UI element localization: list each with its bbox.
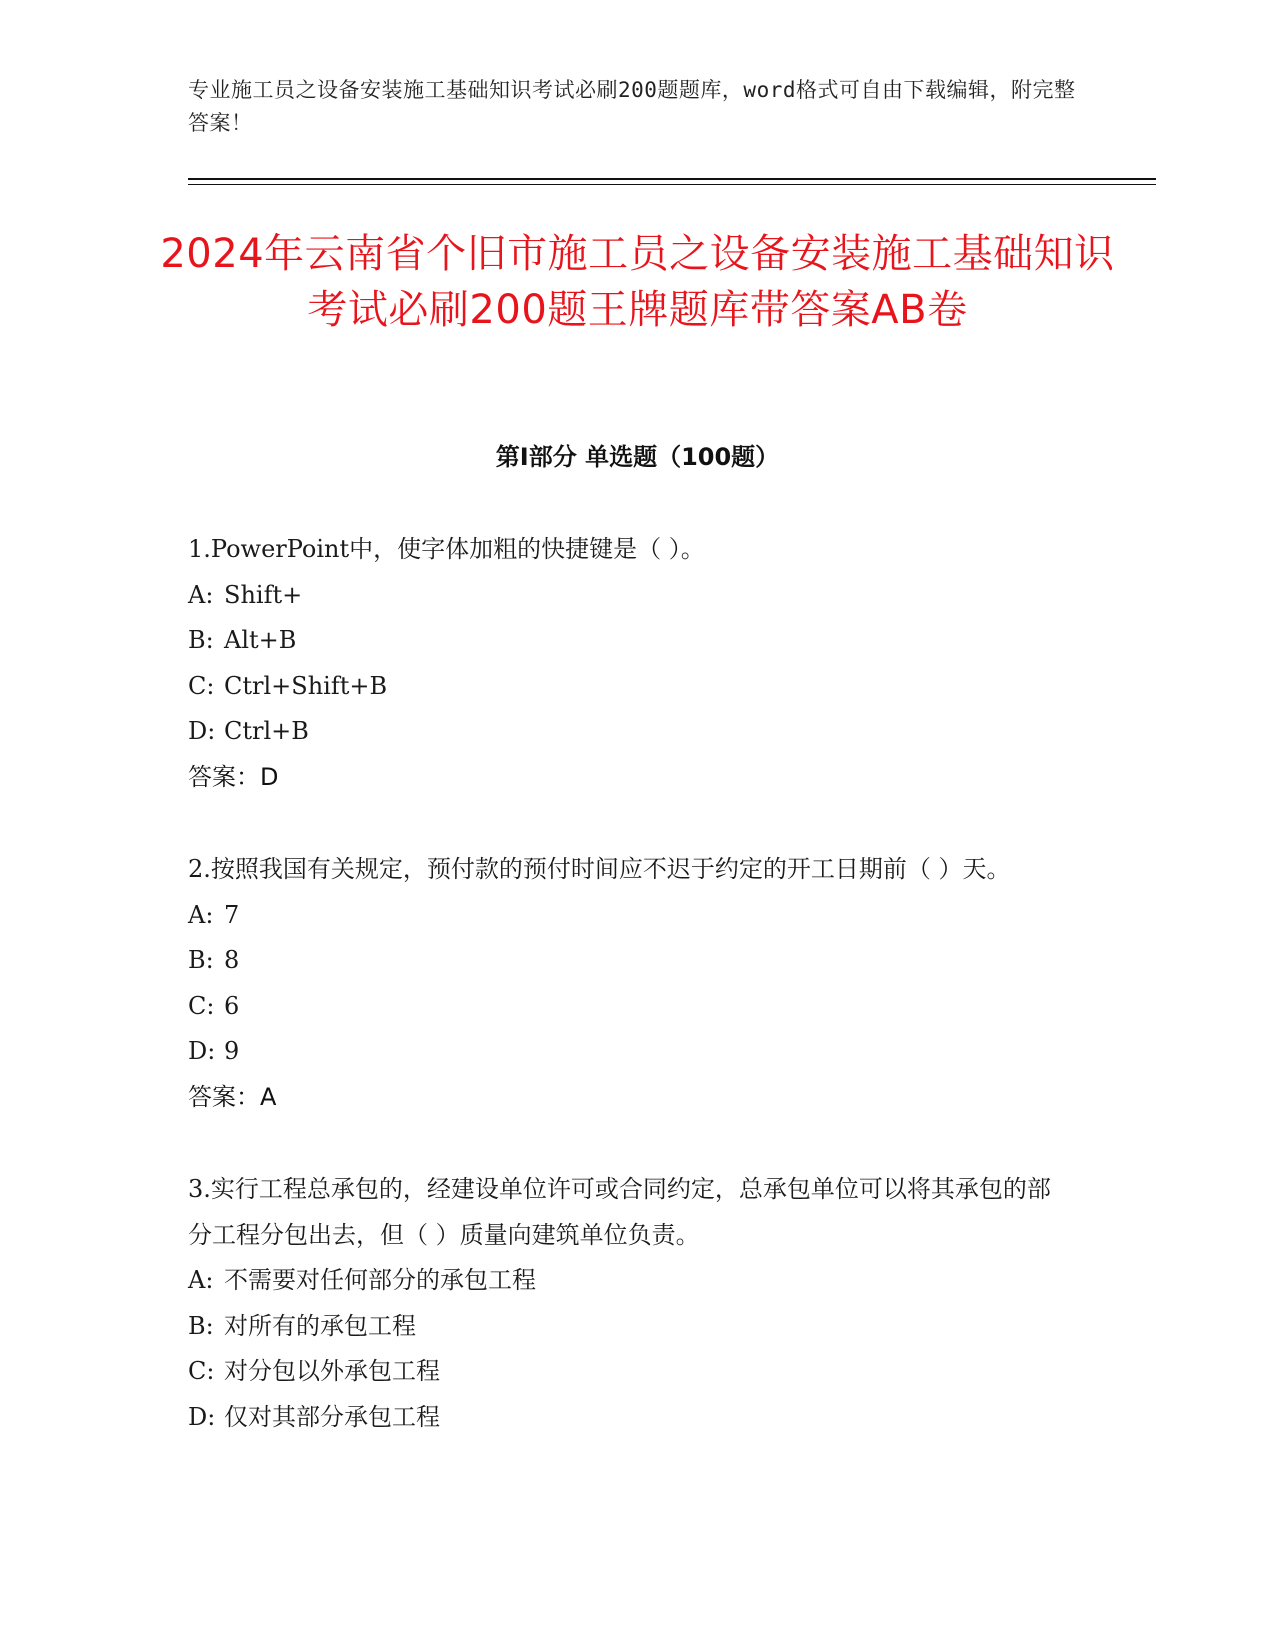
option-letter: A: bbox=[188, 900, 214, 929]
option-text: Ctrl+B bbox=[224, 717, 309, 745]
option-text: Shift+ bbox=[224, 580, 303, 609]
option-letter: C: bbox=[188, 991, 215, 1020]
option-a bbox=[188, 893, 1088, 939]
question-stem: 2.按照我国有关规定，预付款的预付时间应不迟于约定的开工日期前（ ）天。 bbox=[188, 855, 1011, 883]
option-b bbox=[188, 618, 1088, 664]
option-text: Ctrl+Shift+B bbox=[224, 671, 388, 700]
option-text: 8 bbox=[224, 946, 240, 974]
option-d bbox=[188, 709, 1088, 755]
document-title: 2024年云南省个旧市施工员之设备安装施工基础知识考试必刷200题王牌题库带答案AB卷 bbox=[160, 231, 1115, 333]
option-letter: C: bbox=[188, 671, 215, 700]
header-note: 专业施工员之设备安装施工基础知识考试必刷200题题库，word格式可自由下载编辑，附完整答案！ bbox=[188, 78, 1076, 135]
option-letter: A: bbox=[188, 580, 214, 609]
option-d bbox=[188, 1395, 1088, 1441]
option-text: 仅对其部分承包工程 bbox=[224, 1402, 440, 1431]
option-letter: D: bbox=[188, 717, 216, 745]
option-b bbox=[188, 938, 1088, 984]
option-letter: B: bbox=[188, 1311, 214, 1340]
question-3 bbox=[188, 1167, 1088, 1440]
option-a bbox=[188, 573, 1088, 619]
option-c bbox=[188, 984, 1088, 1030]
option-text: 对所有的承包工程 bbox=[224, 1311, 416, 1340]
option-letter: B: bbox=[188, 626, 214, 654]
header-divider-thick bbox=[188, 178, 1156, 180]
option-text: 6 bbox=[224, 991, 240, 1020]
option-text: Alt+B bbox=[224, 626, 297, 654]
question-stem: 1.PowerPoint中，使字体加粗的快捷键是（ ）。 bbox=[188, 535, 705, 563]
option-a bbox=[188, 1258, 1088, 1304]
option-c bbox=[188, 1349, 1088, 1395]
option-letter: D: bbox=[188, 1037, 216, 1065]
option-letter: D: bbox=[188, 1402, 216, 1431]
option-text: 不需要对任何部分的承包工程 bbox=[224, 1266, 536, 1294]
section-title: 第Ⅰ部分 单选题（100题） bbox=[495, 443, 780, 471]
question-2 bbox=[188, 847, 1088, 1120]
question-stem: 3.实行工程总承包的，经建设单位许可或合同约定，总承包单位可以将其承包的部分工程分包出去，但（ ）质量向建筑单位负责。 bbox=[188, 1175, 1051, 1249]
answer-line: 答案：D bbox=[188, 762, 279, 791]
answer-line: 答案：A bbox=[188, 1082, 277, 1111]
question-1 bbox=[188, 527, 1088, 800]
option-text: 7 bbox=[224, 900, 240, 929]
option-b bbox=[188, 1304, 1088, 1350]
option-text: 9 bbox=[224, 1037, 240, 1065]
option-letter: C: bbox=[188, 1357, 215, 1385]
option-d bbox=[188, 1029, 1088, 1075]
option-letter: A: bbox=[188, 1266, 214, 1294]
question-list bbox=[188, 527, 1088, 1487]
option-c bbox=[188, 664, 1088, 710]
option-letter: B: bbox=[188, 946, 214, 974]
option-text: 对分包以外承包工程 bbox=[224, 1357, 440, 1385]
header-divider-thin bbox=[188, 184, 1156, 185]
